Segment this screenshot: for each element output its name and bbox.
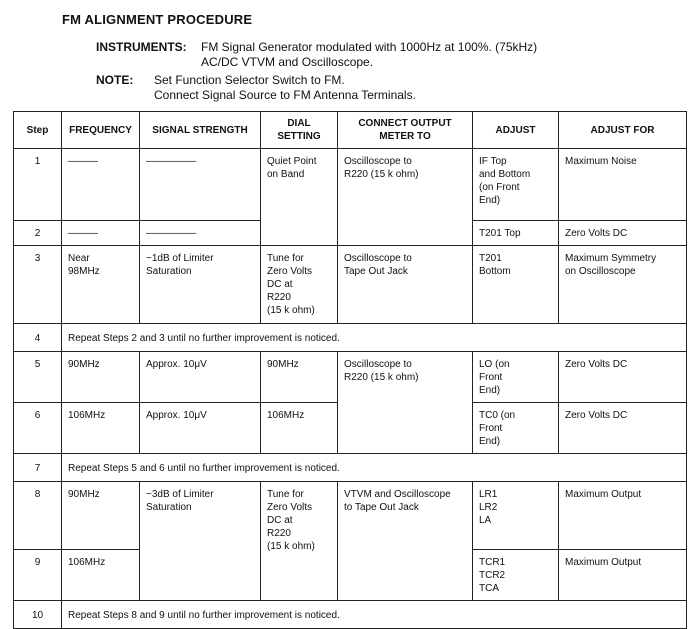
header-connect-output: CONNECT OUTPUT METER TO bbox=[338, 112, 473, 149]
signal-cell: Approx. 10μV bbox=[140, 352, 261, 403]
step-cell: 10 bbox=[14, 601, 62, 629]
adjust-cell: TC0 (on Front End) bbox=[473, 403, 559, 454]
adjust-for-cell: Zero Volts DC bbox=[559, 403, 687, 454]
connect-cell: Oscilloscope to R220 (15 k ohm) bbox=[338, 149, 473, 246]
header-adjust: ADJUST bbox=[473, 112, 559, 149]
frequency-cell: ——— bbox=[62, 221, 140, 246]
step-cell: 3 bbox=[14, 246, 62, 324]
frequency-cell: 90MHz bbox=[62, 482, 140, 550]
header-frequency: FREQUENCY bbox=[62, 112, 140, 149]
step-cell: 8 bbox=[14, 482, 62, 550]
signal-cell: ————— bbox=[140, 221, 261, 246]
header-step: Step bbox=[14, 112, 62, 149]
connect-cell: VTVM and Oscilloscope to Tape Out Jack bbox=[338, 482, 473, 601]
instruments-text: FM Signal Generator modulated with 1000Hz at 100%. (75kHz) AC/DC VTVM and Oscilloscope. bbox=[201, 40, 538, 69]
table-row bbox=[14, 454, 687, 482]
adjust-for-cell: Maximum Output bbox=[559, 550, 687, 601]
frequency-cell: ——— bbox=[62, 149, 140, 221]
document-title: FM ALIGNMENT PROCEDURE bbox=[62, 12, 253, 27]
frequency-cell: Near 98MHz bbox=[62, 246, 140, 324]
adjust-for-cell: Zero Volts DC bbox=[559, 352, 687, 403]
adjust-for-cell: Zero Volts DC bbox=[559, 221, 687, 246]
table-row bbox=[14, 482, 687, 550]
adjust-cell: IF Top and Bottom (on Front End) bbox=[473, 149, 559, 221]
step-cell: 4 bbox=[14, 324, 62, 352]
table-row bbox=[14, 601, 687, 629]
frequency-cell: 106MHz bbox=[62, 403, 140, 454]
repeat-note-cell: Repeat Steps 8 and 9 until no further improvement is noticed. bbox=[62, 601, 687, 629]
adjust-for-cell: Maximum Symmetry on Oscilloscope bbox=[559, 246, 687, 324]
step-cell: 6 bbox=[14, 403, 62, 454]
note-label: NOTE: bbox=[96, 73, 134, 87]
alignment-table bbox=[13, 111, 687, 629]
adjust-cell: LO (on Front End) bbox=[473, 352, 559, 403]
adjust-for-cell: Maximum Output bbox=[559, 482, 687, 550]
table-row bbox=[14, 149, 687, 221]
signal-cell: Approx. 10μV bbox=[140, 403, 261, 454]
dial-cell: 90MHz bbox=[261, 352, 338, 403]
step-cell: 2 bbox=[14, 221, 62, 246]
repeat-note-cell: Repeat Steps 5 and 6 until no further improvement is noticed. bbox=[62, 454, 687, 482]
connect-cell: Oscilloscope to Tape Out Jack bbox=[338, 246, 473, 324]
table-row bbox=[14, 352, 687, 403]
header-dial-setting: DIAL SETTING bbox=[261, 112, 338, 149]
note-text: Set Function Selector Switch to FM. Connect Signal Source to FM Antenna Terminals. bbox=[154, 73, 416, 102]
frequency-cell: 90MHz bbox=[62, 352, 140, 403]
table-row bbox=[14, 246, 687, 324]
frequency-cell: 106MHz bbox=[62, 550, 140, 601]
adjust-cell: T201 Top bbox=[473, 221, 559, 246]
adjust-cell: TCR1 TCR2 TCA bbox=[473, 550, 559, 601]
connect-cell: Oscilloscope to R220 (15 k ohm) bbox=[338, 352, 473, 454]
step-cell: 1 bbox=[14, 149, 62, 221]
table-row bbox=[14, 324, 687, 352]
table-header-row bbox=[14, 112, 687, 149]
instruments-label: INSTRUMENTS: bbox=[96, 40, 187, 54]
adjust-cell: T201 Bottom bbox=[473, 246, 559, 324]
signal-cell: −3dB of Limiter Saturation bbox=[140, 482, 261, 601]
dial-cell: Quiet Point on Band bbox=[261, 149, 338, 246]
dial-cell: 106MHz bbox=[261, 403, 338, 454]
step-cell: 5 bbox=[14, 352, 62, 403]
header-adjust-for: ADJUST FOR bbox=[559, 112, 687, 149]
adjust-cell: LR1 LR2 LA bbox=[473, 482, 559, 550]
dial-cell: Tune for Zero Volts DC at R220 (15 k ohm) bbox=[261, 482, 338, 601]
repeat-note-cell: Repeat Steps 2 and 3 until no further improvement is noticed. bbox=[62, 324, 687, 352]
adjust-for-cell: Maximum Noise bbox=[559, 149, 687, 221]
dial-cell: Tune for Zero Volts DC at R220 (15 k ohm) bbox=[261, 246, 338, 324]
step-cell: 7 bbox=[14, 454, 62, 482]
step-cell: 9 bbox=[14, 550, 62, 601]
signal-cell: −1dB of Limiter Saturation bbox=[140, 246, 261, 324]
header-signal-strength: SIGNAL STRENGTH bbox=[140, 112, 261, 149]
signal-cell: ————— bbox=[140, 149, 261, 221]
